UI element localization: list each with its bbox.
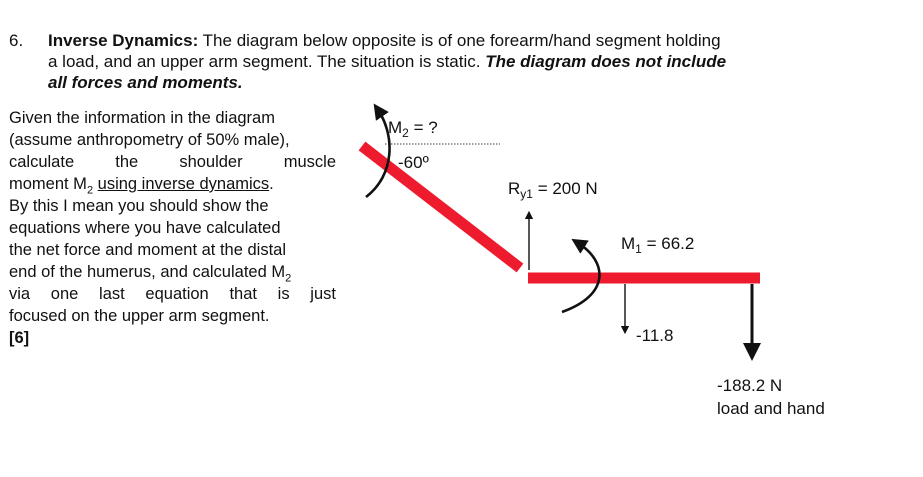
question-emphasis-2: all forces and moments.: [48, 73, 243, 92]
instr-word: just: [310, 285, 336, 303]
question-number: 6.: [9, 31, 24, 50]
weight-force-label: -11.8: [636, 326, 674, 345]
instr-line-7: the net force and moment at the distal: [9, 241, 286, 259]
question-emphasis-1: The diagram does not include: [485, 52, 727, 71]
instr-word: the: [115, 153, 139, 171]
instr-word: shoulder: [179, 153, 243, 171]
instr-line-6: equations where you have calculated: [9, 219, 281, 237]
instr-subscript: 2: [86, 184, 94, 197]
instr-subscript: 2: [285, 272, 292, 285]
question-text-1: The diagram below opposite is of one forearm/hand segment holding: [202, 31, 721, 50]
question-text-2: a load, and an upper arm segment. The situation is static.: [48, 52, 486, 71]
instr-word: equation: [145, 285, 209, 303]
m2-label: $M_2$ = ?: [388, 118, 438, 140]
instr-word: via: [9, 285, 31, 303]
m1-label: $M_1 = 66.2$: [621, 234, 695, 256]
instr-word: calculate: [9, 153, 75, 171]
instr-text: .: [269, 175, 274, 193]
instr-text: moment M: [9, 175, 87, 193]
instr-text: end of the humerus, and calculated M: [9, 263, 286, 281]
instr-line-10: focused on the upper arm segment.: [9, 307, 270, 325]
instr-underlined: using inverse dynamics: [97, 175, 270, 193]
marks-label: [6]: [9, 329, 30, 347]
instr-word: last: [99, 285, 125, 303]
instr-word: one: [50, 285, 79, 303]
question-title: Inverse Dynamics:: [48, 31, 199, 50]
ry1-label: $R_{y1} = 200$ N: [508, 179, 598, 201]
instr-line-1: Given the information in the diagram: [9, 109, 275, 127]
upper-arm-segment: [362, 146, 520, 268]
instr-word: that: [229, 285, 257, 303]
load-caption: load and hand: [717, 399, 825, 418]
instr-line-5: By this I mean you should show the: [9, 197, 269, 215]
angle-label: -60º: [398, 153, 429, 172]
instr-line-2: (assume anthropometry of 50% male),: [9, 131, 290, 149]
instr-word: is: [277, 285, 290, 303]
instr-word: muscle: [283, 153, 336, 171]
load-force-label: -188.2 N: [717, 376, 783, 395]
